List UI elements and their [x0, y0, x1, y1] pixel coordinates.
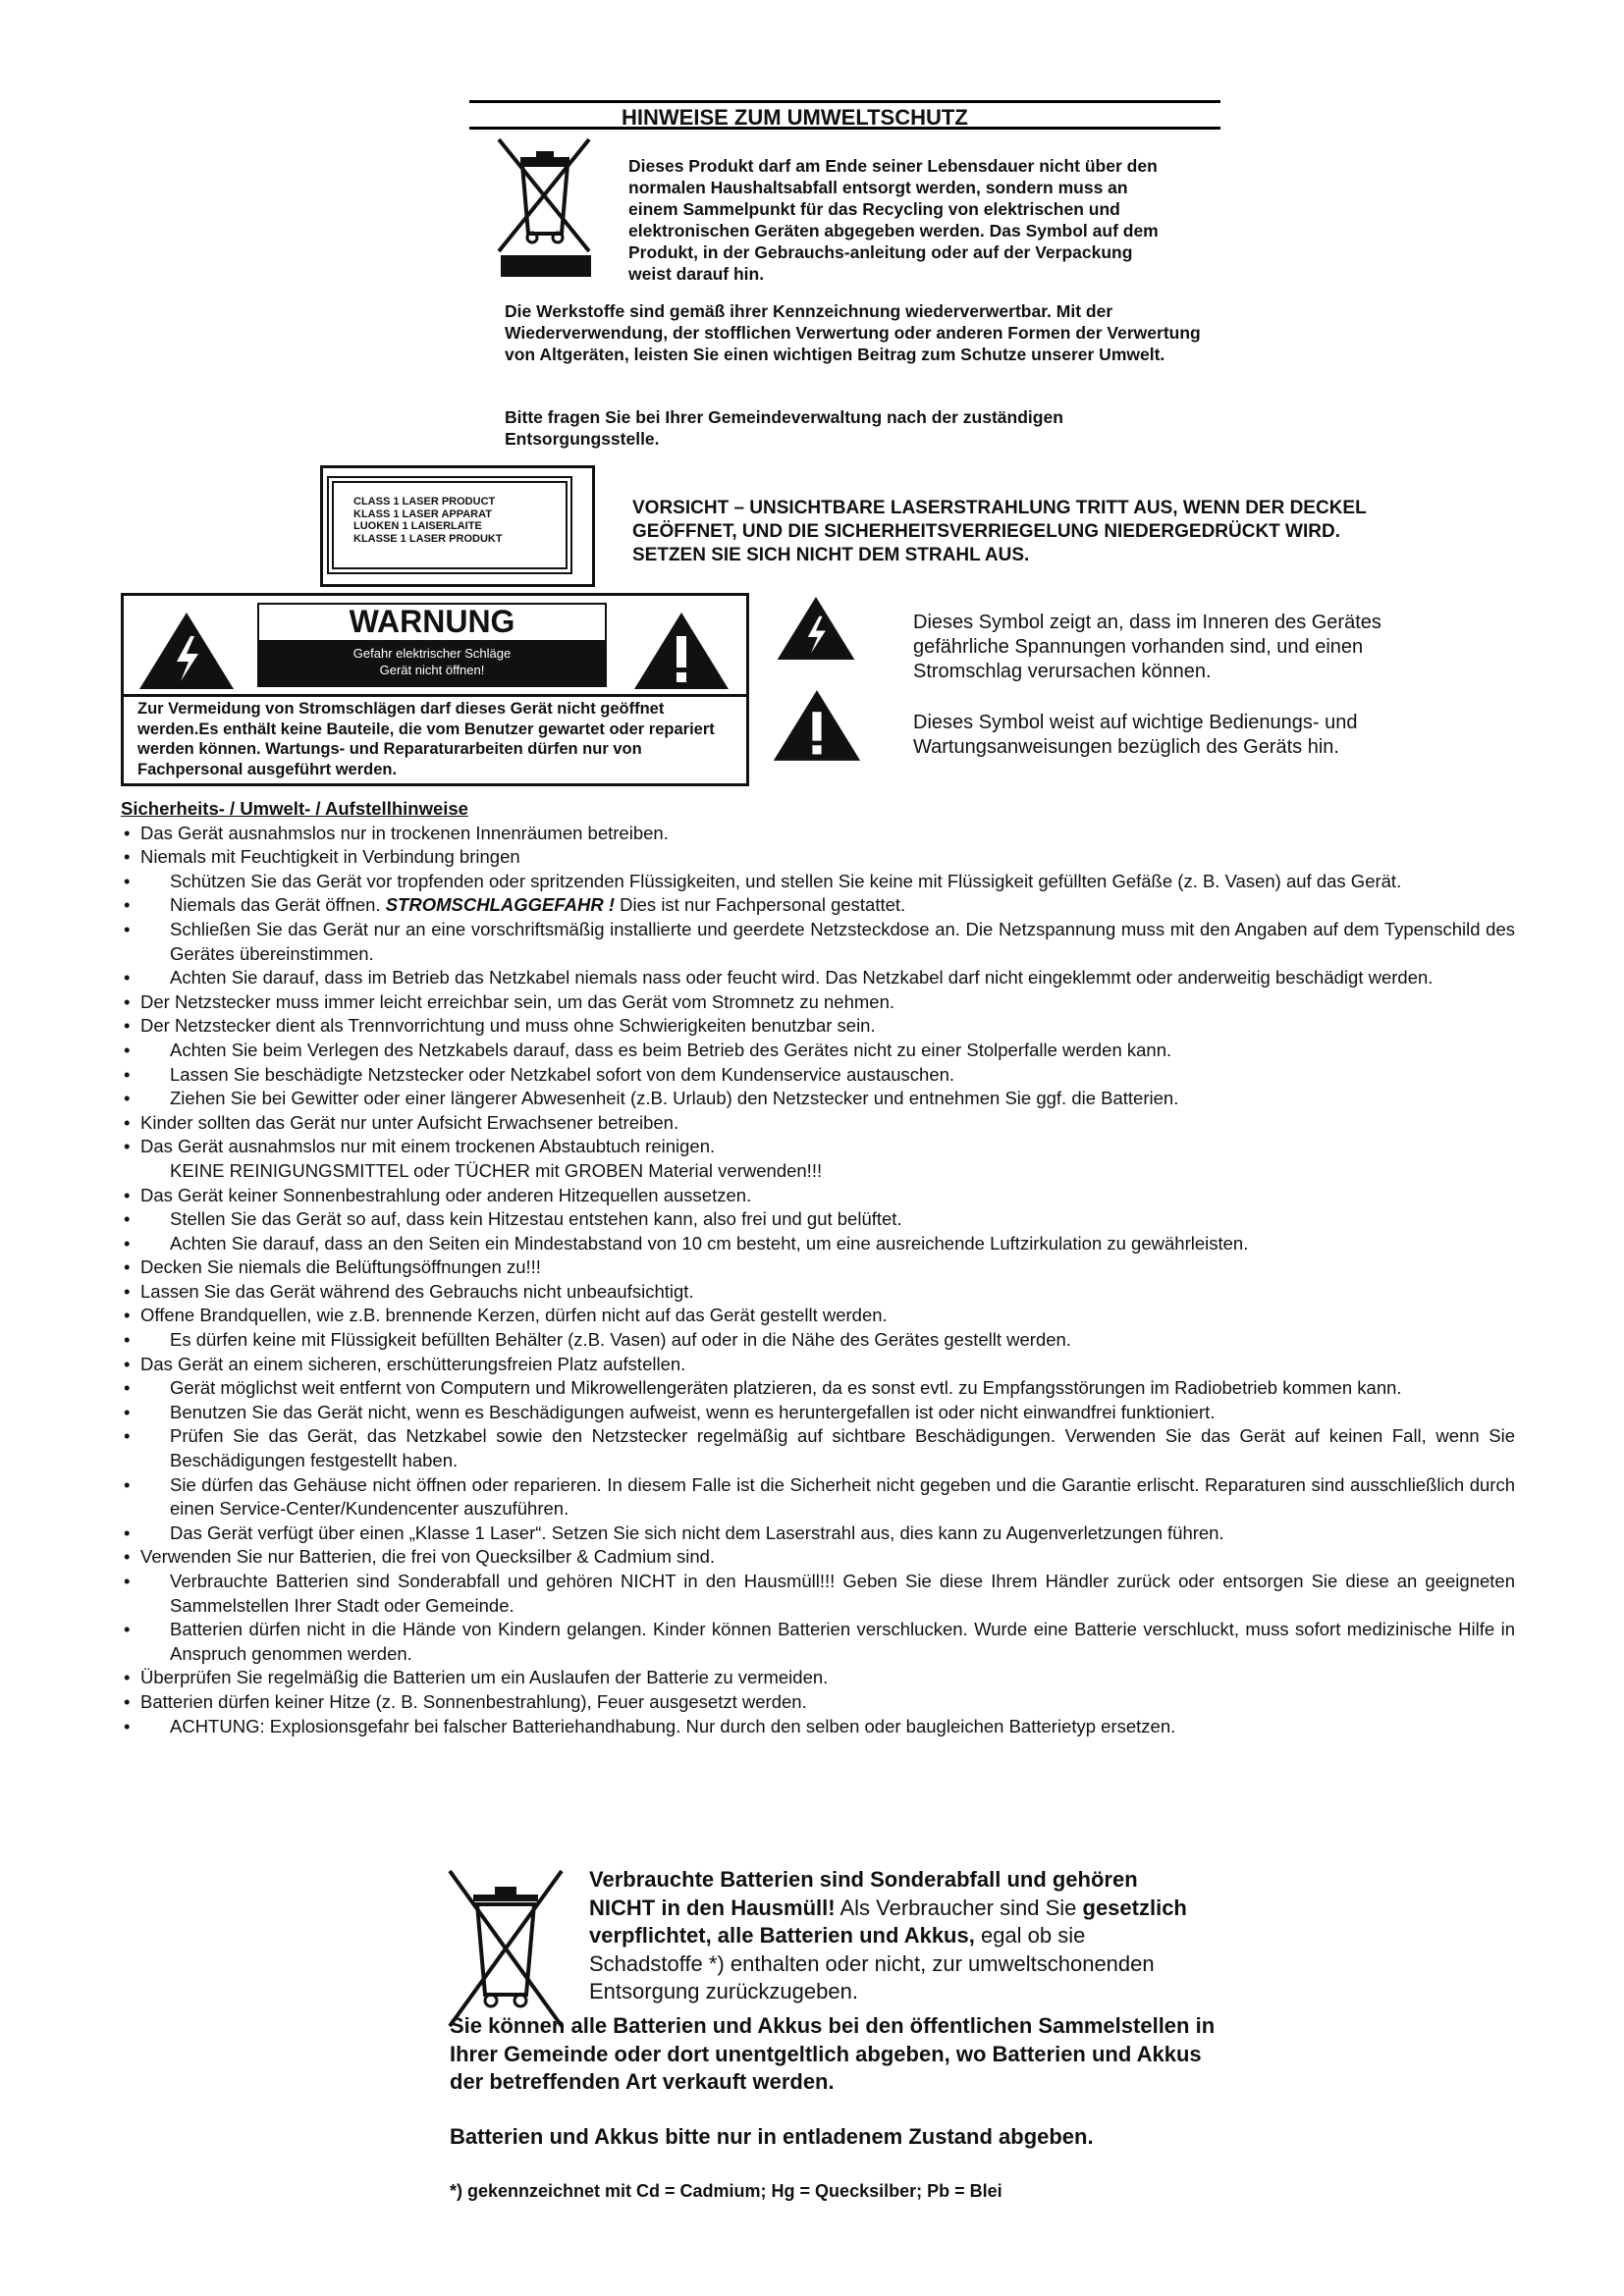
environment-paragraph-2: Die Werkstoffe sind gemäß ihrer Kennzeichnung wiederverwertbar. Mit der Wiederverwendung, der stofflichen Verwertung oder anderen Formen der Verwertung von Altgeräten, leisten Sie einen wichtigen Beitrag zum Schutze unserer Umwelt.	[505, 301, 1201, 364]
list-item: • Schließen Sie das Gerät nur an eine vorschriftsmäßig installierte und geerdete Netzsteckdose an. Die Netzspannung muss mit den Angaben auf dem Typenschild des Gerätes übereinstimmen.	[121, 918, 1515, 966]
laser-label-line: CLASS 1 LASER PRODUCT	[353, 496, 496, 507]
list-item: • Der Netzstecker dient als Trennvorrichtung und muss ohne Schwierigkeiten benutzbar sein.	[121, 1014, 1515, 1039]
list-item: • ACHTUNG: Explosionsgefahr bei falscher Batteriehandhabung. Nur durch den selben oder baugleichen Batterietyp ersetzen.	[121, 1715, 1515, 1739]
list-item: • Ziehen Sie bei Gewitter oder einer längerer Abwesenheit (z.B. Urlaub) den Netzstecker und entnehmen Sie ggf. die Batterien.	[121, 1087, 1515, 1111]
warning-subtitle	[259, 640, 605, 685]
crossed-bin-icon	[491, 135, 599, 283]
environment-paragraph-1: Dieses Produkt darf am Ende seiner Lebensdauer nicht über den normalen Haushaltsabfall entsorgt werden, sondern muss an einem Sammelpunkt für das Recycling von elektrischen und elektronischen Geräten abgegeben werden. Das Symbol auf dem Produkt, in der Gebrauchs-anleitung oder auf der Verpackung weist darauf hin.	[628, 156, 1159, 284]
list-item: • Achten Sie darauf, dass im Betrieb das Netzkabel niemals nass oder feucht wird. Das Netzkabel darf nicht eingeklemmt oder anderweitig beschädigt werden.	[121, 966, 1515, 990]
list-item: • Niemals mit Feuchtigkeit in Verbindung bringen	[121, 845, 1515, 870]
warning-heading: WARNUNG	[349, 604, 515, 639]
list-item	[121, 893, 1515, 918]
list-item: • Stellen Sie das Gerät so auf, dass kein Hitzestau entstehen kann, also frei und gut belüftet.	[121, 1207, 1515, 1232]
list-item: • Batterien dürfen keiner Hitze (z. B. Sonnenbestrahlung), Feuer ausgesetzt werden.	[121, 1690, 1515, 1715]
warning-text: Zur Vermeidung von Stromschlägen darf dieses Gerät nicht geöffnet werden.Es enthält keine Bauteile, die vom Benutzer gewartet oder repariert werden können. Wartungs- und Reparaturarbeiten dürfen nur von Fachpersonal ausgeführt werden.	[137, 700, 715, 778]
warning-subtitle-line-1: Gefahr elektrischer Schläge	[352, 646, 512, 661]
laser-warning-text: VORSICHT – UNSICHTBARE LASERSTRAHLUNG TRITT AUS, WENN DER DECKEL GEÖFFNET, UND DIE SICHERHEITSVERRIEGELUNG NIEDERGEDRÜCKT WIRD. SETZEN SIE SICH NICHT DEM STRAHL AUS.	[632, 498, 1367, 565]
lightning-symbol-explanation: Dieses Symbol zeigt an, dass im Inneren des Gerätes gefährliche Spannungen vorhanden sind, und einen Stromschlag verursachen können.	[913, 612, 1381, 682]
battery-bold-text: gesetzlich verpflichtet, alle Batterien und Akkus,	[589, 1895, 1187, 1948]
environment-title: HINWEISE ZUM UMWELTSCHUTZ	[469, 100, 1220, 130]
list-item: • Das Gerät an einem sicheren, erschütterungsfreien Platz aufstellen.	[121, 1353, 1515, 1377]
list-item: • Es dürfen keine mit Flüssigkeit befüllten Behälter (z.B. Vasen) auf oder in die Nähe des Gerätes gestellt werden.	[121, 1328, 1515, 1353]
exclamation-symbol-explanation: Dieses Symbol weist auf wichtige Bedienungs- und Wartungsanweisungen bezüglich des Geräts hin.	[913, 712, 1358, 758]
list-item: • Benutzen Sie das Gerät nicht, wenn es Beschädigungen aufweist, wenn es heruntergefallen ist oder nicht einwandfrei funktioniert.	[121, 1401, 1515, 1425]
list-item: • Lassen Sie das Gerät während des Gebrauchs nicht unbeaufsichtigt.	[121, 1280, 1515, 1305]
list-item: • Kinder sollten das Gerät nur unter Aufsicht Erwachsener betreiben.	[121, 1111, 1515, 1136]
exclamation-warning-icon	[632, 611, 731, 691]
lightning-warning-icon	[137, 611, 236, 691]
emphasis-text: STROMSCHLAGGEFAHR !	[385, 894, 616, 916]
list-item: • Das Gerät ausnahmslos nur in trockenen Innenräumen betreiben.	[121, 822, 1515, 846]
list-item: • Überprüfen Sie regelmäßig die Batterien um ein Auslaufen der Batterie zu vermeiden.	[121, 1666, 1515, 1690]
list-item: • Decken Sie niemals die Belüftungsöffnungen zu!!!	[121, 1255, 1515, 1280]
list-item: • Gerät möglichst weit entfernt von Computern und Mikrowellengeräten platzieren, da es sonst evtl. zu Empfangsstörungen im Radiobetrieb kommen kann.	[121, 1376, 1515, 1401]
battery-footnote: *) gekennzeichnet mit Cd = Cadmium; Hg = Quecksilber; Pb = Blei	[450, 2181, 1002, 2201]
safety-section	[121, 797, 1515, 1738]
exclamation-warning-icon	[772, 685, 862, 766]
list-item: • Das Gerät ausnahmslos nur mit einem trockenen Abstaubtuch reinigen.	[121, 1135, 1515, 1159]
laser-label-line: KLASS 1 LASER APPARAT	[353, 507, 492, 520]
battery-paragraph-3: Batterien und Akkus bitte nur in entladenem Zustand abgeben.	[450, 2124, 1094, 2149]
warning-subtitle-line-2: Gerät nicht öffnen!	[379, 663, 485, 677]
battery-text: egal ob sie Schadstoffe *) enthalten oder nicht, zur umweltschonenden Entsorgung zurückzugeben.	[589, 1923, 1155, 2003]
battery-bold-text: Verbrauchte Batterien sind Sonderabfall und gehören NICHT in den Hausmüll!	[589, 1867, 1138, 1920]
laser-label-line: LUOKEN 1 LAISERLAITE	[353, 520, 482, 532]
list-item: • Der Netzstecker muss immer leicht erreichbar sein, um das Gerät vom Stromnetz zu nehmen.	[121, 990, 1515, 1015]
laser-class-label	[332, 481, 568, 569]
list-item-text: Niemals das Gerät öffnen.	[170, 894, 381, 916]
list-item-continuation: KEINE REINIGUNGSMITTEL oder TÜCHER mit GROBEN Material verwenden!!!	[170, 1159, 823, 1181]
list-item: • Prüfen Sie das Gerät, das Netzkabel sowie den Netzstecker regelmäßig auf sichtbare Beschädigungen. Verwenden Sie das Gerät auf keinen Fall, wenn Sie Beschädigungen festgestellt haben.	[121, 1424, 1515, 1472]
list-item: • Verbrauchte Batterien sind Sonderabfall und gehören NICHT in den Hausmüll!!! Geben Sie diese Ihrem Händler zurück oder entsorgen Sie diese an geeigneten Sammelstellen Ihrer Stadt oder Gemeinde.	[121, 1570, 1515, 1618]
list-item: • Sie dürfen das Gehäuse nicht öffnen oder reparieren. In diesem Falle ist die Sicherheit nicht gegeben und die Garantie erlischt. Reparaturen sind ausschließlich durch einen Service-Center/Kundencenter auszuführen.	[121, 1473, 1515, 1522]
safety-heading: Sicherheits- / Umwelt- / Aufstellhinweise	[121, 798, 468, 819]
list-item: • Achten Sie darauf, dass an den Seiten ein Mindestabstand von 10 cm besteht, um eine ausreichende Luftzirkulation zu gewährleisten.	[121, 1232, 1515, 1256]
environment-paragraph-3: Bitte fragen Sie bei Ihrer Gemeindeverwaltung nach der zuständigen Entsorgungsstelle.	[505, 407, 1063, 449]
lightning-warning-icon	[776, 593, 856, 664]
list-item: • Achten Sie beim Verlegen des Netzkabels darauf, dass es beim Betrieb des Gerätes nicht zu einer Stolperfalle werden kann.	[121, 1039, 1515, 1063]
list-item-text: Dies ist nur Fachpersonal gestattet.	[620, 894, 906, 916]
list-item: • Verwenden Sie nur Batterien, die frei von Quecksilber & Cadmium sind.	[121, 1545, 1515, 1570]
list-item: • Das Gerät verfügt über einen „Klasse 1 Laser“. Setzen Sie sich nicht dem Laserstrahl aus, dies kann zu Augenverletzungen führen.	[121, 1522, 1515, 1546]
battery-paragraph-2: Sie können alle Batterien und Akkus bei den öffentlichen Sammelstellen in Ihrer Gemeinde oder dort unentgeltlich abgeben, wo Batterien und Akkus der betreffenden Art verkauft werden.	[450, 2013, 1216, 2094]
safety-list	[121, 822, 1515, 1739]
list-item: • Batterien dürfen nicht in die Hände von Kindern gelangen. Kinder können Batterien verschlucken. Wurde eine Batterie verschluckt, muss sofort medizinische Hilfe in Anspruch genommen werden.	[121, 1618, 1515, 1666]
battery-text: Als Verbraucher sind Sie	[839, 1895, 1077, 1920]
crossed-bin-icon	[442, 1865, 569, 2032]
list-item: • Das Gerät keiner Sonnenbestrahlung oder anderen Hitzequellen aussetzen.	[121, 1184, 1515, 1208]
list-item: • Schützen Sie das Gerät vor tropfenden oder spritzenden Flüssigkeiten, und stellen Sie keine mit Flüssigkeit gefüllten Gefäße (z. B. Vasen) auf das Gerät.	[121, 870, 1515, 894]
warning-divider	[124, 694, 746, 697]
laser-label-line: KLASSE 1 LASER PRODUKT	[353, 532, 503, 545]
list-item: • Lassen Sie beschädigte Netzstecker oder Netzkabel sofort von dem Kundenservice austauschen.	[121, 1063, 1515, 1088]
battery-paragraph-1	[589, 1866, 1198, 2006]
list-item: • Offene Brandquellen, wie z.B. brennende Kerzen, dürfen nicht auf das Gerät gestellt werden.	[121, 1304, 1515, 1328]
